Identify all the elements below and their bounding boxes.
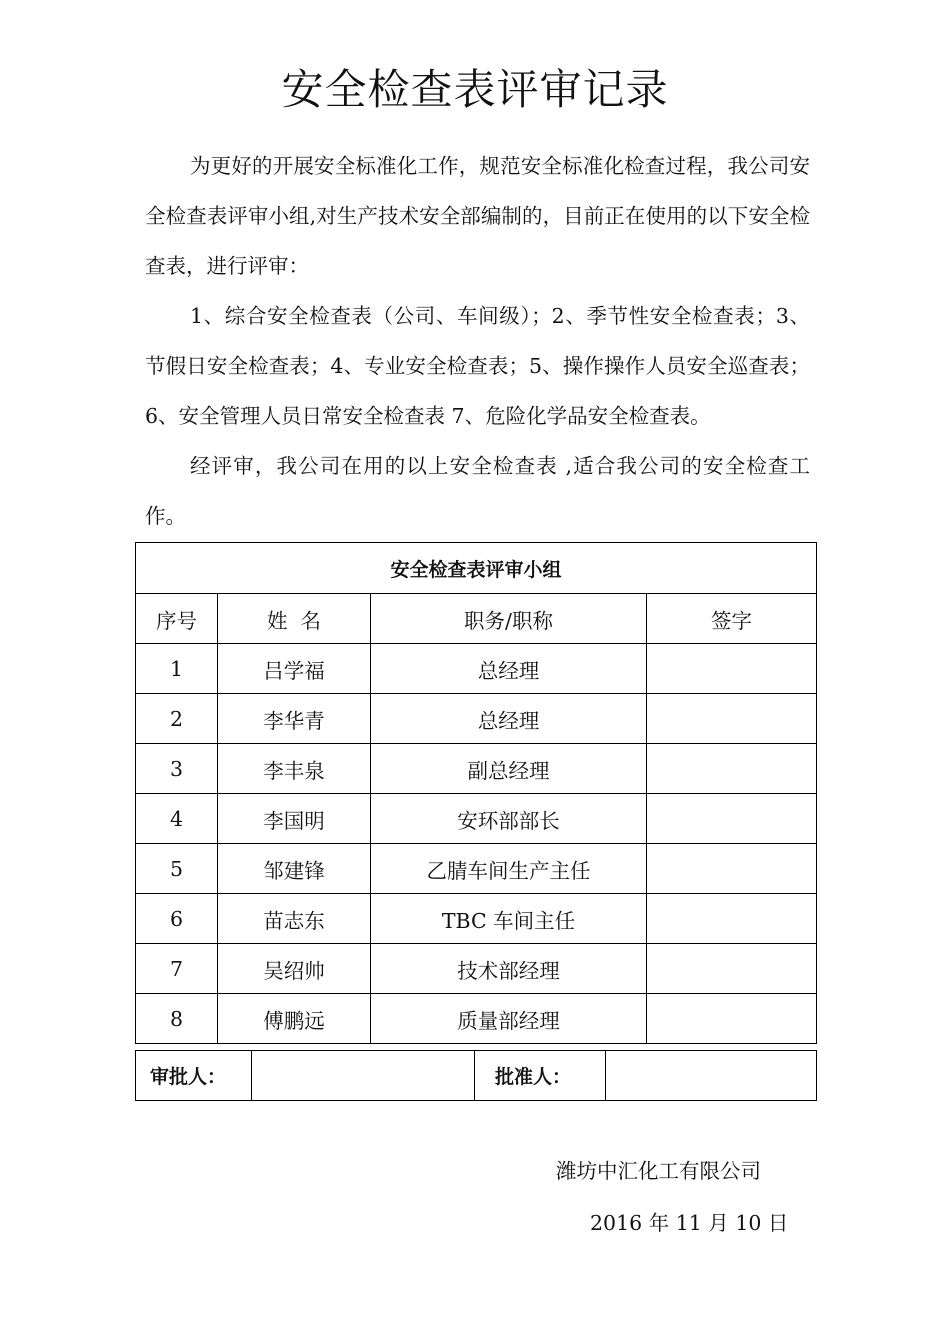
table-row xyxy=(136,944,817,994)
cell-name: 吴绍帅 xyxy=(218,944,371,994)
cell-position: TBC 车间主任 xyxy=(371,894,647,944)
cell-position: 总经理 xyxy=(371,694,647,744)
cell-signature[interactable] xyxy=(647,794,817,844)
cell-signature[interactable] xyxy=(647,744,817,794)
table-row xyxy=(136,694,817,744)
table-row xyxy=(136,794,817,844)
table-row xyxy=(136,744,817,794)
table-caption-row xyxy=(136,543,817,594)
cell-no: 8 xyxy=(136,994,218,1044)
cell-name: 李国明 xyxy=(218,794,371,844)
cell-no: 2 xyxy=(136,694,218,744)
checklist-paragraph: 1、综合安全检查表（公司、车间级）；2、季节性安全检查表；3、节假日安全检查表；4、专业安全检查表；5、操作操作人员安全巡查表；6、安全管理人员日常安全检查表 7、危险化学品安全检查表。 xyxy=(145,304,810,428)
approver-field[interactable] xyxy=(606,1051,817,1101)
cell-no: 6 xyxy=(136,894,218,944)
reviewer-field[interactable] xyxy=(252,1051,475,1101)
cell-signature[interactable] xyxy=(647,944,817,994)
cell-name: 李华青 xyxy=(218,694,371,744)
header-signature: 签字 xyxy=(647,594,817,644)
conclusion-paragraph: 经评审，我公司在用的以上安全检查表 ,适合我公司的安全检查工作。 xyxy=(145,454,810,528)
cell-no: 7 xyxy=(136,944,218,994)
cell-position: 副总经理 xyxy=(371,744,647,794)
cell-signature[interactable] xyxy=(647,994,817,1044)
cell-name: 苗志东 xyxy=(218,894,371,944)
cell-name: 李丰泉 xyxy=(218,744,371,794)
approval-table xyxy=(135,1050,817,1101)
company-name: 潍坊中汇化工有限公司 xyxy=(556,1159,761,1183)
header-position: 职务/职称 xyxy=(371,594,647,644)
page-title: 安全检查表评审记录 xyxy=(281,65,669,114)
reviewer-label: 审批人： xyxy=(136,1051,252,1101)
cell-position: 总经理 xyxy=(371,644,647,694)
cell-position: 质量部经理 xyxy=(371,994,647,1044)
table-header-row xyxy=(136,594,817,644)
cell-no: 1 xyxy=(136,644,218,694)
cell-position: 安环部部长 xyxy=(371,794,647,844)
cell-position: 乙腈车间生产主任 xyxy=(371,844,647,894)
document-date: 2016 年 11 月 10 日 xyxy=(590,1211,789,1235)
cell-name: 邹建锋 xyxy=(218,844,371,894)
intro-paragraph: 为更好的开展安全标准化工作，规范安全标准化检查过程，我公司安全检查表评审小组,对生产技术安全部编制的，目前正在使用的以下安全检查表，进行评审： xyxy=(145,154,810,278)
approval-row xyxy=(136,1051,817,1101)
table-row xyxy=(136,644,817,694)
cell-name: 吕学福 xyxy=(218,644,371,694)
table-row xyxy=(136,844,817,894)
table-caption: 安全检查表评审小组 xyxy=(136,543,817,594)
header-no: 序号 xyxy=(136,594,218,644)
cell-name: 傅鹏远 xyxy=(218,994,371,1044)
table-row xyxy=(136,994,817,1044)
cell-no: 4 xyxy=(136,794,218,844)
cell-signature[interactable] xyxy=(647,844,817,894)
header-name: 姓 名 xyxy=(218,594,371,644)
table-row xyxy=(136,894,817,944)
cell-no: 3 xyxy=(136,744,218,794)
cell-signature[interactable] xyxy=(647,894,817,944)
review-team-table xyxy=(135,542,817,1044)
approver-label: 批准人： xyxy=(475,1051,606,1101)
cell-signature[interactable] xyxy=(647,644,817,694)
cell-no: 5 xyxy=(136,844,218,894)
cell-position: 技术部经理 xyxy=(371,944,647,994)
cell-signature[interactable] xyxy=(647,694,817,744)
